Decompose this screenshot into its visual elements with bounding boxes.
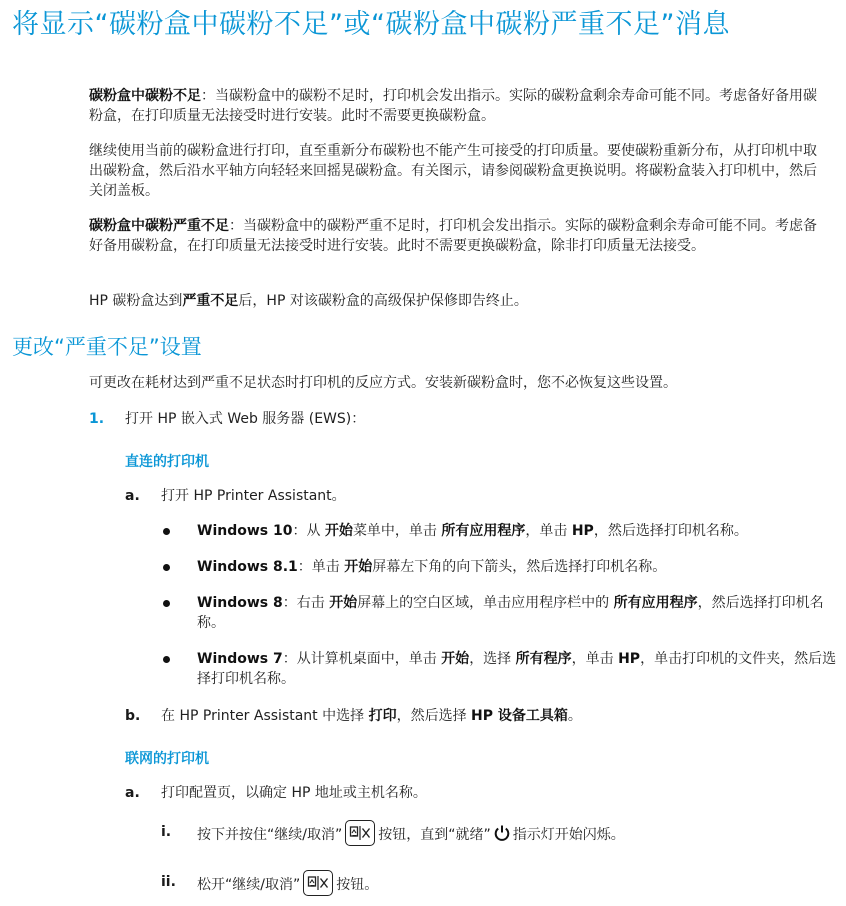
direct-step-a-marker: a. (125, 488, 140, 504)
very-low-toner-paragraph (89, 216, 829, 256)
section-intro: 可更改在耗材达到严重不足状态时打印机的反应方式。安装新碳粉盒时，您不必恢复这些设置。 (89, 375, 677, 391)
warranty-pre: HP 碳粉盒达到 (89, 293, 183, 309)
page-title: 将显示“碳粉盒中碳粉不足”或“碳粉盒中碳粉严重不足”消息 (12, 9, 730, 40)
step-1-marker: 1. (89, 411, 105, 427)
windows-81-label: Windows 8.1 (197, 559, 298, 575)
network-printer-heading: 联网的打印机 (125, 751, 209, 767)
bullet (163, 656, 170, 663)
resume-cancel-button-icon (345, 820, 375, 846)
direct-printer-heading: 直连的打印机 (125, 454, 209, 470)
network-step-ii-text: 松开“继续/取消” 按钮。 (197, 872, 837, 898)
low-toner-text: ：当碳粉盒中的碳粉不足时，打印机会发出指示。实际的碳粉盒剩余寿命可能不同。考虑备好备用碳粉盒，在打印质量无法接受时进行安装。此时不需要更换碳粉盒。 (89, 88, 817, 124)
windows-10-label: Windows 10 (197, 523, 293, 539)
very-low-toner-term: 碳粉盒中碳粉严重不足 (89, 218, 229, 234)
low-toner-paragraph (89, 86, 829, 126)
windows-7-item: Windows 7：从计算机桌面中，单击 开始，选择 所有程序，单击 HP，单击打印机的文件夹，然后选择打印机名称。 (197, 651, 837, 687)
network-step-a-marker: a. (125, 785, 140, 801)
warranty-paragraph (89, 291, 829, 311)
direct-step-b-text: 在 HP Printer Assistant 中选择 打印，然后选择 HP 设备工具箱。 (161, 708, 582, 724)
network-step-i-marker: i. (161, 824, 172, 840)
windows-8-item: Windows 8：右击 开始屏幕上的空白区域，单击应用程序栏中的 所有应用程序，然后选择打印机名称。 (197, 595, 824, 631)
redistribute-paragraph: 继续使用当前的碳粉盒进行打印，直至重新分布碳粉也不能产生可接受的打印质量。要使碳粉重新分布，从打印机中取出碳粉盒，然后沿水平轴方向轻轻来回摇晃碳粉盒。有关图示，请参阅碳粉盒更换说明。将碳粉盒装入打印机中，然后关闭盖板。 (89, 143, 817, 199)
direct-step-b-marker: b. (125, 708, 141, 724)
warranty-post: 后，HP 对该碳粉盒的高级保护保修即告终止。 (238, 293, 528, 309)
windows-10-item: Windows 10：从 开始菜单中，单击 所有应用程序，单击 HP，然后选择打印机名称。 (197, 523, 748, 539)
windows-81-item: Windows 8.1：单击 开始屏幕左下角的向下箭头，然后选择打印机名称。 (197, 559, 667, 575)
power-ready-icon (493, 824, 511, 842)
network-step-a-text: 打印配置页，以确定 HP 地址或主机名称。 (161, 785, 427, 801)
low-toner-term: 碳粉盒中碳粉不足 (89, 88, 201, 104)
step-1-text: 打开 HP 嵌入式 Web 服务器 (EWS)： (125, 411, 366, 427)
very-low-toner-text: ：当碳粉盒中的碳粉严重不足时，打印机会发出指示。实际的碳粉盒剩余寿命可能不同。考虑备好备用碳粉盒，在打印质量无法接受时进行安装。此时不需要更换碳粉盒，除非打印质量无法接受。 (89, 218, 817, 254)
bullet (163, 528, 170, 535)
network-step-i-text: 按下并按住“继续/取消” 按钮，直到“就绪” 指示灯开始闪烁。 (197, 822, 837, 848)
bullet (163, 600, 170, 607)
windows-8-label: Windows 8 (197, 595, 283, 611)
warranty-term: 严重不足 (182, 293, 239, 309)
section-title: 更改“严重不足”设置 (12, 335, 202, 359)
resume-cancel-button-icon (303, 870, 333, 896)
bullet (163, 564, 170, 571)
windows-7-label: Windows 7 (197, 651, 283, 667)
network-step-ii-marker: ii. (161, 874, 176, 890)
direct-step-a-text: 打开 HP Printer Assistant。 (161, 488, 346, 504)
